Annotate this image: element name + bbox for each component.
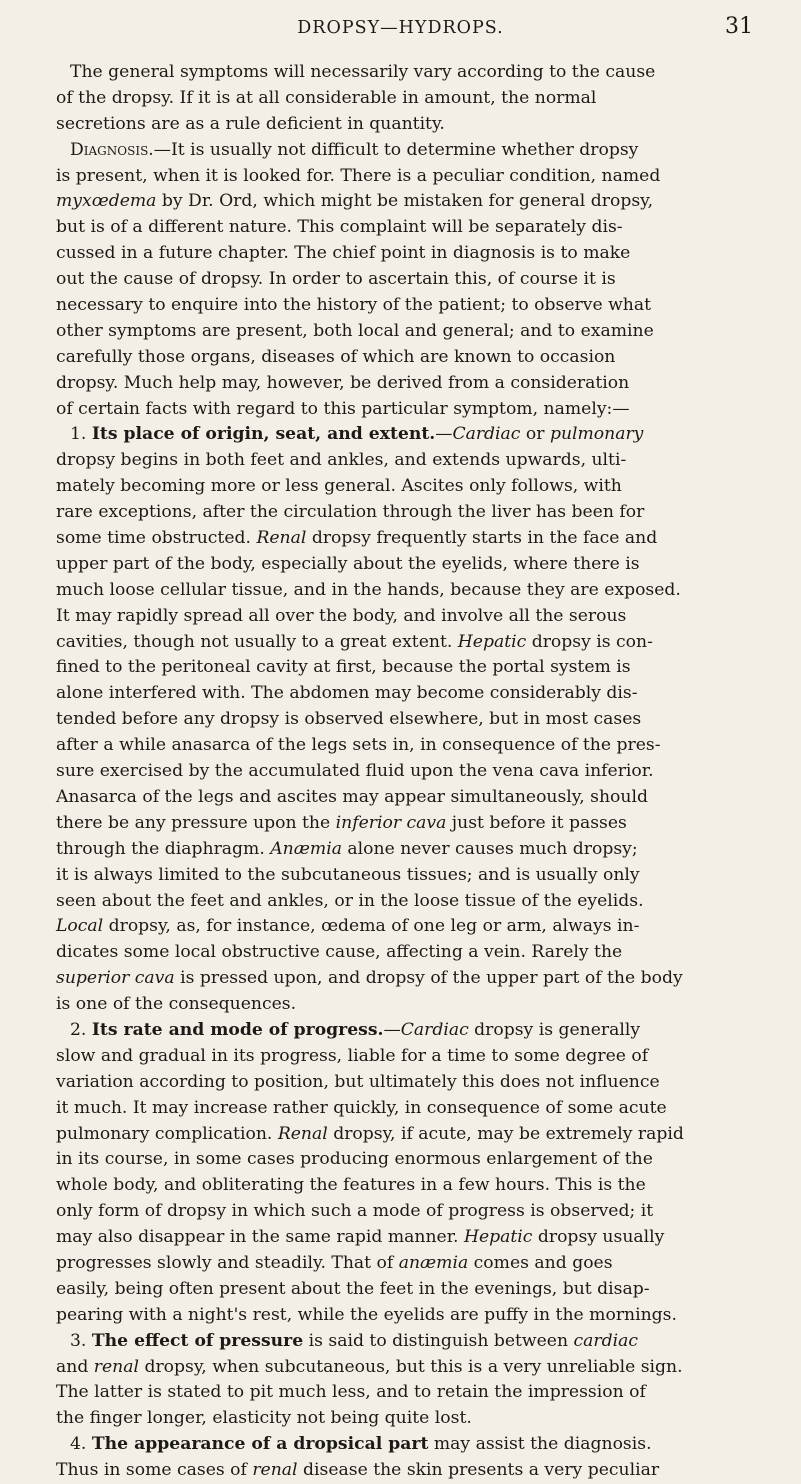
text-segment: pulmonary complication. (56, 1123, 278, 1144)
text-segment: upper part of the body, especially about the eyelids, where there is (56, 553, 640, 574)
text-segment: progresses slowly and steadily. That of (56, 1252, 399, 1273)
text-segment: of certain facts with regard to this particular symptom, namely:— (56, 398, 630, 419)
text-segment: may assist the diagnosis. (428, 1434, 652, 1455)
text-segment: variation according to position, but ultimately this does not influence (56, 1071, 660, 1092)
text-segment: it is always limited to the subcutaneous tissues; and is usually only (56, 864, 640, 885)
text-segment-it: anæmia (398, 1252, 469, 1273)
text-line (56, 319, 768, 345)
text-line (56, 578, 768, 604)
text-segment: whole body, and obliterating the features in a few hours. This is the (56, 1175, 646, 1196)
text-segment: Anasarca of the legs and ascites may appear simultaneously, should (56, 786, 648, 807)
text-segment-it: superior cava (56, 968, 175, 989)
text-segment-it: myxœdema (56, 191, 157, 212)
text-segment-it: Anæmia (270, 838, 342, 859)
text-segment: by Dr. Ord, which might be mistaken for general dropsy, (156, 191, 654, 212)
text-segment: necessary to enquire into the history of the patient; to observe what (56, 295, 652, 316)
text-segment-it: renal (93, 1356, 139, 1377)
text-line (56, 189, 768, 215)
text-segment: dicates some local obstructive cause, affecting a vein. Rarely the (56, 942, 623, 963)
text-segment: or (520, 424, 550, 445)
text-line (56, 1044, 768, 1070)
text-segment-it: pulmonary (549, 424, 644, 445)
text-line (56, 733, 768, 759)
text-line (56, 552, 768, 578)
text-segment-it: Cardiac (452, 424, 521, 445)
text-segment: pearing with a night's rest, while the eyelids are puffy in the mornings. (56, 1304, 677, 1325)
text-segment-bold: Its place of origin, seat, and extent. (91, 424, 436, 445)
text-segment: after a while anasarca of the legs sets in, in consequence of the pres- (56, 735, 661, 756)
text-segment: other symptoms are present, both local and general; and to examine (56, 320, 654, 341)
text-segment: of the dropsy. If it is at all considerable in amount, the normal (56, 87, 597, 108)
text-line (56, 889, 768, 915)
text-line (56, 914, 768, 940)
text-segment: 2. (70, 1019, 92, 1040)
text-segment: cussed in a future chapter. The chief point in diagnosis is to make (56, 243, 631, 264)
text-line (56, 345, 768, 371)
text-segment: — (435, 424, 453, 445)
text-line (56, 371, 768, 397)
text-segment-sc: Diagnosis. (70, 139, 154, 160)
text-segment-it: Renal (277, 1123, 328, 1144)
text-line (56, 1432, 768, 1458)
text-segment: It may rapidly spread all over the body, and involve all the serous (56, 605, 627, 626)
text-segment: easily, being often present about the feet in the evenings, but disap- (56, 1278, 650, 1299)
text-segment: is said to distinguish between (303, 1330, 574, 1351)
text-segment: in its course, in some cases producing enormous enlargement of the (56, 1149, 653, 1170)
text-segment: Thus in some cases of (56, 1460, 253, 1481)
text-line (56, 1147, 768, 1173)
text-line (56, 785, 768, 811)
text-segment-it: inferior cava (335, 812, 447, 833)
text-line (56, 707, 768, 733)
text-line (56, 1277, 768, 1303)
text-segment: mately becoming more or less general. Ascites only follows, with (56, 476, 622, 497)
text-segment: dropsy is con- (526, 631, 653, 652)
text-segment: and (56, 1356, 94, 1377)
text-line (56, 966, 768, 992)
text-segment: is present, when it is looked for. There is a peculiar condition, named (56, 165, 661, 186)
text-line (56, 604, 768, 630)
text-line (56, 138, 768, 164)
text-segment: secretions are as a rule deficient in quantity. (56, 113, 445, 134)
text-segment: —It is usually not difficult to determine whether dropsy (153, 139, 639, 160)
text-segment: through the diaphragm. (56, 838, 271, 859)
text-segment: dropsy is generally (468, 1019, 641, 1040)
text-segment: slow and gradual in its progress, liable for a time to some degree of (56, 1045, 649, 1066)
text-segment: just before it passes (446, 812, 627, 833)
text-segment-it: Hepatic (463, 1227, 533, 1248)
text-segment: the finger longer, elasticity not being quite lost. (56, 1408, 472, 1429)
text-segment-it: cardiac (573, 1330, 638, 1351)
text-segment: 1. (70, 424, 92, 445)
text-segment: out the cause of dropsy. In order to ascertain this, of course it is (56, 269, 616, 290)
text-segment: is one of the consequences. (56, 994, 297, 1015)
text-line (56, 215, 768, 241)
text-segment: disease the skin presents a very peculiar (297, 1460, 660, 1481)
text-segment: some time obstructed. (56, 528, 257, 549)
body-text (56, 60, 768, 1484)
text-line (56, 630, 768, 656)
text-line (56, 500, 768, 526)
text-segment: is pressed upon, and dropsy of the upper part of the body (174, 968, 683, 989)
text-line (56, 940, 768, 966)
text-line (56, 397, 768, 423)
text-segment-bold: Its rate and mode of progress. (91, 1019, 384, 1040)
text-line (56, 526, 768, 552)
text-line (56, 112, 768, 138)
text-line (56, 60, 768, 86)
text-line (56, 681, 768, 707)
text-segment: dropsy frequently starts in the face and (306, 528, 658, 549)
text-line (56, 1199, 768, 1225)
text-segment-it: Cardiac (400, 1019, 469, 1040)
text-line (56, 1173, 768, 1199)
text-segment: only form of dropsy in which such a mode of progress is observed; it (56, 1201, 654, 1222)
text-segment-bold: The appearance of a dropsical part (91, 1434, 429, 1455)
text-line (56, 422, 768, 448)
running-title: DROPSY—HYDROPS. (297, 18, 504, 38)
text-line (56, 293, 768, 319)
text-segment: sure exercised by the accumulated fluid upon the vena cava inferior. (56, 761, 654, 782)
text-segment: dropsy, if acute, may be extremely rapid (327, 1123, 684, 1144)
text-segment: fined to the peritoneal cavity at first, because the portal system is (56, 657, 631, 678)
text-line (56, 448, 768, 474)
text-line (56, 1251, 768, 1277)
text-line (56, 241, 768, 267)
text-line (56, 1355, 768, 1381)
text-segment: 3. (70, 1330, 92, 1351)
text-segment: may also disappear in the same rapid manner. (56, 1227, 464, 1248)
text-segment: dropsy usually (532, 1227, 665, 1248)
text-line (56, 759, 768, 785)
text-segment: The general symptoms will necessarily vary according to the cause (70, 62, 656, 82)
text-line (56, 1303, 768, 1329)
text-segment-it: Local (56, 916, 104, 937)
text-line (56, 992, 768, 1018)
text-segment: alone never causes much dropsy; (341, 838, 638, 859)
text-segment: but is of a different nature. This complaint will be separately dis- (56, 217, 623, 238)
text-line (56, 1096, 768, 1122)
text-segment: carefully those organs, diseases of which are known to occasion (56, 346, 616, 367)
text-segment: seen about the feet and ankles, or in the loose tissue of the eyelids. (56, 890, 644, 911)
text-segment: dropsy, as, for instance, œdema of one leg or arm, always in- (103, 916, 640, 937)
text-segment: it much. It may increase rather quickly, in consequence of some acute (56, 1097, 667, 1118)
page-header (0, 12, 801, 42)
text-line (56, 1380, 768, 1406)
text-line (56, 86, 768, 112)
text-segment: 4. (70, 1434, 92, 1455)
text-line (56, 1122, 768, 1148)
text-segment: rare exceptions, after the circulation through the liver has been for (56, 502, 645, 523)
text-line (56, 1070, 768, 1096)
text-line (56, 1018, 768, 1044)
text-line (56, 474, 768, 500)
text-line (56, 837, 768, 863)
text-segment: tended before any dropsy is observed elsewhere, but in most cases (56, 709, 642, 730)
text-segment-it: renal (252, 1460, 298, 1481)
text-segment: cavities, though not usually to a great extent. (56, 631, 458, 652)
text-line (56, 267, 768, 293)
text-segment: alone interfered with. The abdomen may become considerably dis- (56, 683, 638, 704)
text-segment: comes and goes (468, 1252, 613, 1273)
text-segment: The latter is stated to pit much less, and to retain the impression of (56, 1382, 646, 1403)
text-line (56, 1406, 768, 1432)
text-segment-it: Renal (256, 528, 307, 549)
page-number: 31 (725, 14, 753, 39)
text-segment-bold: The effect of pressure (91, 1330, 304, 1351)
text-segment: dropsy. Much help may, however, be derived from a consideration (56, 372, 630, 393)
text-segment: dropsy begins in both feet and ankles, and extends upwards, ulti- (56, 450, 627, 471)
text-line (56, 1458, 768, 1484)
text-line (56, 1225, 768, 1251)
text-line (56, 811, 768, 837)
text-segment: much loose cellular tissue, and in the hands, because they are exposed. (56, 579, 681, 600)
text-line (56, 863, 768, 889)
text-line (56, 164, 768, 190)
text-line (56, 1329, 768, 1355)
text-segment: — (383, 1019, 401, 1040)
text-segment-it: Hepatic (457, 631, 527, 652)
text-line (56, 655, 768, 681)
text-segment: dropsy, when subcutaneous, but this is a very unreliable sign. (139, 1356, 683, 1377)
text-segment: there be any pressure upon the (56, 812, 336, 833)
